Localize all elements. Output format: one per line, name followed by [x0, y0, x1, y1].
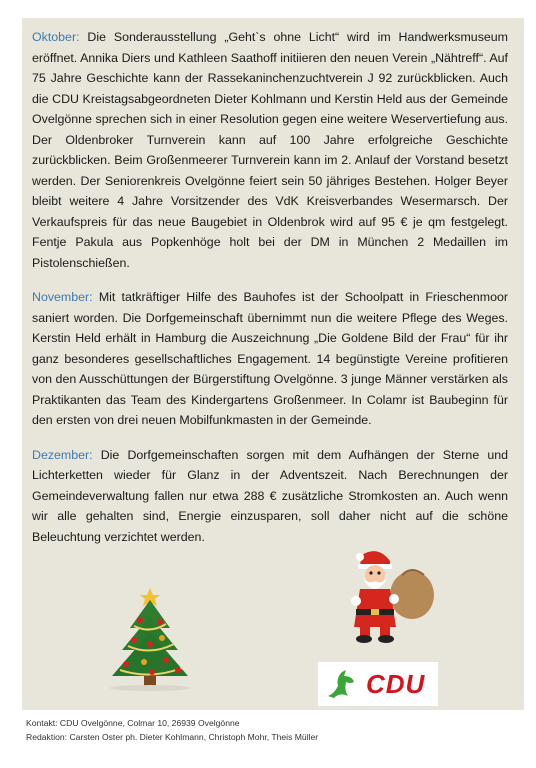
november-label: November:: [32, 290, 93, 304]
santa-claus-icon: [340, 545, 440, 645]
footer-contact: Kontakt: CDU Ovelgönne, Colmar 10, 26939 Ovelgönne: [26, 718, 240, 728]
december-text: Die Dorfgemeinschaften sorgen mit dem Aufhängen der Sterne und Lichterketten wieder für Glanz in der Adventszeit. Nach Berechnungen der Gemeindeverwaltung fallen nur etwa 288 € zusätzliche Stromkosten an. Auch wenn wir alle gehalten sind, Energie einzusparen, soll daher nicht auf die schöne Beleuchtung verzichtet werden.: [32, 447, 508, 544]
december-paragraph: [32, 445, 508, 548]
christmas-tree-icon: [100, 580, 200, 692]
cdu-logo: [318, 662, 438, 706]
october-label: Oktober:: [32, 30, 80, 44]
cdu-logo-text: CDU: [366, 669, 426, 699]
lower-saxony-horse-icon: [324, 666, 360, 702]
footer: [26, 716, 506, 744]
footer-editorial: Redaktion: Carsten Oster ph. Dieter Kohlmann, Christoph Mohr, Theis Müller: [26, 732, 319, 742]
october-paragraph: [32, 27, 508, 273]
december-label: Dezember:: [32, 447, 93, 462]
chronicle-text: [32, 27, 508, 561]
november-text: Mit tatkräftiger Hilfe des Bauhofes ist der Schoolpatt in Frieschenmoor saniert worden. Die Dorfgemeinschaft übernimmt nun die weitere Pflege des Weges. Kerstin Held erhält in Hamburg die Auszeichnung „Die Goldene Bild der Frau“ für ihr ganz besonderes gesellschaftliches Engagement. 14 begünstigte Vereine profitieren von den Ausschüttungen der Bürgerstiftung Ovelgönne. 3 junge Männer verstärken als Praktikanten das Team des Kindergartens Großenmeer. In Colamr ist Baubeginn für den ersten von drei neuen Mobilfunkmasten in der Gemeinde.: [32, 290, 508, 427]
october-text: Die Sonderausstellung „Geht`s ohne Licht“ wird im Handwerksmuseum eröffnet. Annika Diers und Kathleen Saathoff initiieren den neuen Verein „Nähtreff“. Auf 75 Jahre Geschichte kann der Rassekaninchenzuchtverein J 92 zurückblicken. Auch die CDU Kreistagsabgeordneten Dieter Kohlmann und Kerstin Held aus der Gemeinde Ovelgönne sprechen sich in einer Resolution gegen eine weitere Weservertiefung aus. Der Oldenbroker Turnverein kann auf 100 Jahre erfolgreiche Geschichte zurückblicken. Beim Großenmeerer Turnverein kann im 2. Anlauf der Vorstand besetzt werden. Der Seniorenkreis Ovelgönne feiert sein 50 jähriges Bestehen. Holger Beyer bleibt weitere 4 Jahre Vorsitzender des VdK Kreisverbandes Wesermarsch. Der Verkaufspreis für das neue Baugebiet in Oldenbrok wird auf 95 € je qm festgelegt. Fentje Pakula aus Popkenhöge holt bei der DM in München 2 Medaillen im Pistolenschießen.: [32, 30, 508, 270]
november-paragraph: [32, 287, 508, 431]
